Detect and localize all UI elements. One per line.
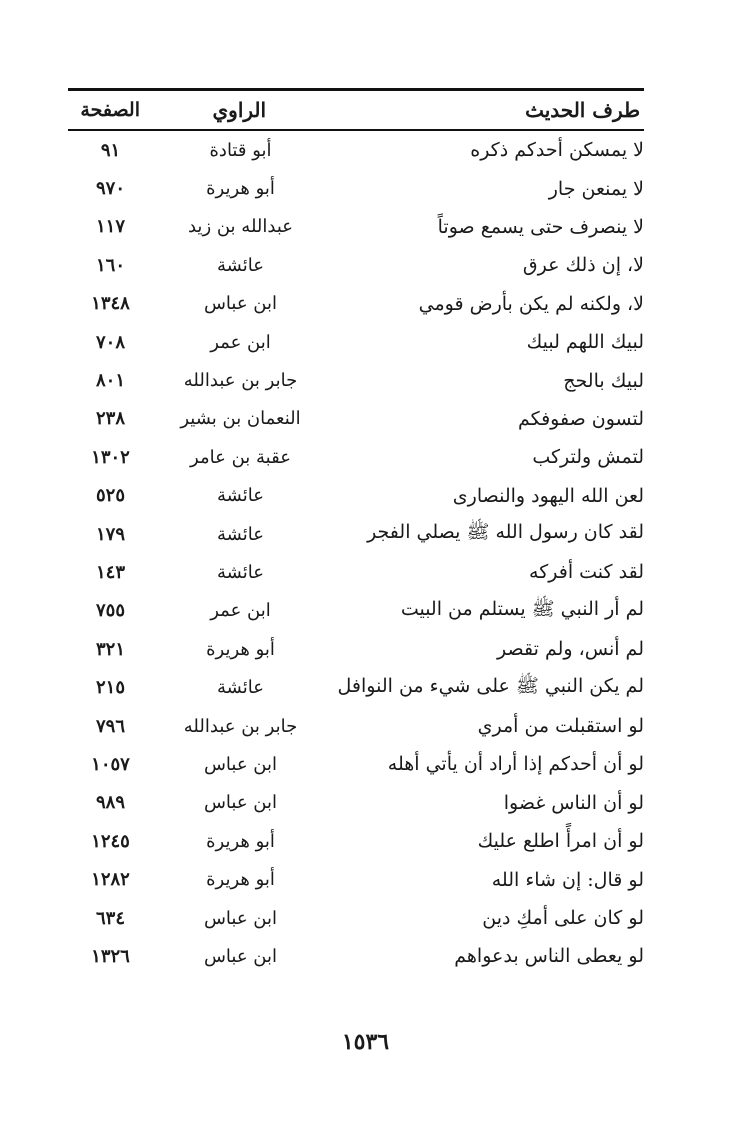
table-row	[68, 553, 644, 591]
narrator-name: جابر بن عبدالله	[183, 370, 298, 392]
page-reference: ١٠٥٧	[91, 753, 130, 775]
narrator-name: أبو هريرة	[206, 178, 275, 200]
hadith-text: لا يمسكن أحدكم ذكره	[470, 139, 644, 162]
table-row	[68, 860, 644, 898]
table-row	[68, 899, 644, 937]
hadith-text: لبيك بالحج	[563, 369, 644, 392]
table-row	[68, 169, 644, 207]
page-reference: ١٢٤٥	[91, 830, 130, 852]
hadith-text: لقد كنت أفركه	[529, 561, 644, 584]
hadith-text: لو أن امرأً اطلع عليك	[477, 830, 644, 853]
table-row	[68, 400, 644, 438]
narrator-name: عقبة بن عامر	[190, 446, 291, 468]
narrator-name: عائشة	[217, 523, 264, 545]
narrator-name: ابن عباس	[203, 945, 278, 967]
narrator-name: ابن عباس	[203, 293, 278, 315]
table-row	[68, 784, 644, 822]
page-reference: ٧٩٦	[95, 715, 125, 737]
hadith-text: لو أن الناس غضوا	[503, 791, 644, 814]
page-reference: ١٦٠	[95, 254, 125, 276]
header-page: الصفحة	[80, 99, 140, 121]
narrator-name: أبو قتادة	[209, 139, 272, 161]
table-row	[68, 937, 644, 975]
narrator-name: عائشة	[217, 677, 264, 699]
page-reference: ١٧٩	[95, 523, 125, 545]
table-row	[68, 630, 644, 668]
hadith-text: لبيك اللهم لبيك	[526, 331, 644, 354]
page-reference: ٧٥٥	[95, 600, 125, 622]
narrator-name: عائشة	[217, 485, 264, 507]
page-reference: ٨٠١	[95, 370, 125, 392]
page-number: ١٥٣٦	[341, 1029, 390, 1055]
page-reference: ٩٧٠	[95, 178, 125, 200]
hadith-text: لتسون صفوفكم	[517, 407, 644, 430]
page-reference: ٣٢١	[95, 638, 125, 660]
table-row	[68, 323, 644, 361]
narrator-name: أبو هريرة	[206, 830, 275, 852]
hadith-text: لعن الله اليهود والنصارى	[452, 484, 644, 507]
table-header	[68, 91, 644, 129]
hadith-text: لو قال: إن شاء الله	[491, 868, 644, 891]
hadith-text: لم أر النبي ﷺ يستلم من البيت	[400, 597, 644, 620]
page-reference: ١٢٨٢	[91, 869, 130, 891]
page-reference: ١٣٢٦	[91, 945, 130, 967]
page-reference: ٢١٥	[95, 677, 125, 699]
table-row	[68, 246, 644, 284]
hadith-text: لا، ولكنه لم يكن بأرض قومي	[418, 292, 644, 315]
page-reference: ١٣٠٢	[91, 446, 130, 468]
hadith-text: لم يكن النبي ﷺ على شيء من النوافل	[337, 674, 644, 697]
hadith-text: لو استقبلت من أمري	[477, 715, 644, 738]
page-reference: ٥٢٥	[95, 485, 125, 507]
narrator-name: أبو هريرة	[206, 638, 275, 660]
table-row	[68, 477, 644, 515]
narrator-name: ابن عباس	[203, 792, 278, 814]
narrator-name: عائشة	[217, 561, 264, 583]
hadith-text: لو أن أحدكم إذا أراد أن يأتي أهله	[387, 753, 644, 776]
table-row	[68, 745, 644, 783]
hadith-text: لو كان على أمكِ دين	[482, 907, 644, 929]
header-hadith: طرف الحديث	[525, 98, 640, 122]
narrator-name: ابن عمر	[210, 331, 271, 353]
table-row	[68, 361, 644, 399]
table-row	[68, 285, 644, 323]
page-reference: ٩١	[100, 139, 121, 161]
table-row	[68, 668, 644, 706]
hadith-text: لو يعطى الناس بدعواهم	[454, 945, 644, 968]
narrator-name: ابن عباس	[203, 753, 278, 775]
hadith-text: لقد كان رسول الله ﷺ يصلي الفجر	[367, 521, 644, 544]
narrator-name: جابر بن عبدالله	[183, 715, 298, 737]
table-row	[68, 592, 644, 630]
page-reference: ٦٣٤	[95, 907, 125, 929]
hadith-text: لتمش ولتركب	[532, 446, 644, 469]
table-row	[68, 515, 644, 553]
narrator-name: ابن عمر	[210, 600, 271, 622]
table-row	[68, 438, 644, 476]
narrator-name: النعمان بن بشير	[180, 408, 301, 430]
hadith-text: لا، إن ذلك عرق	[522, 254, 644, 277]
page-reference: ١٤٣	[95, 561, 125, 583]
table-row	[68, 822, 644, 860]
page-reference: ٧٠٨	[95, 331, 125, 353]
table-row	[68, 208, 644, 246]
narrator-name: ابن عباس	[203, 907, 278, 929]
hadith-text: لم أنس، ولم تقصر	[497, 638, 644, 661]
narrator-name: أبو هريرة	[206, 869, 275, 891]
page-reference: ١١٧	[95, 216, 125, 238]
hadith-index-table	[68, 88, 644, 976]
table-body	[68, 131, 644, 976]
hadith-text: لا ينصرف حتى يسمع صوتاً	[437, 215, 644, 238]
page-reference: ٩٨٩	[95, 792, 125, 814]
narrator-name: عبدالله بن زيد	[187, 216, 294, 238]
table-row	[68, 131, 644, 169]
hadith-text: لا يمنعن جار	[548, 177, 644, 200]
page-reference: ٢٣٨	[95, 408, 125, 430]
narrator-name: عائشة	[217, 254, 264, 276]
header-narrator: الراوي	[212, 98, 267, 122]
table-row	[68, 707, 644, 745]
page-reference: ١٣٤٨	[91, 293, 130, 315]
